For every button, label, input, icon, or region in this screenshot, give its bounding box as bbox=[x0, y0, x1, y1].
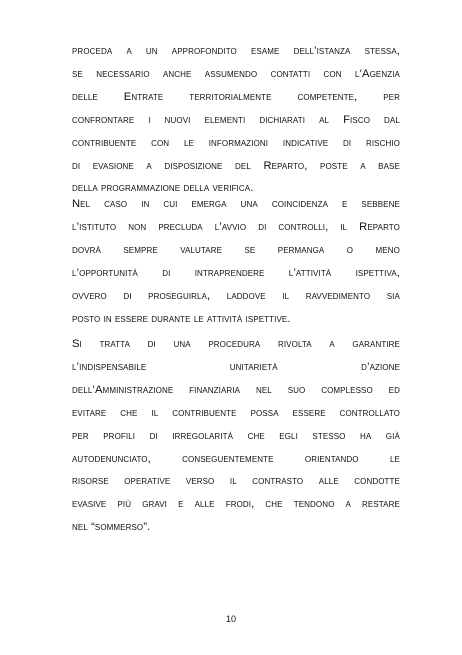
paragraph-line: contribuente con le informazioni indicative di rischio bbox=[72, 136, 400, 149]
page-number: 10 bbox=[225, 614, 236, 624]
paragraph-line: autodenunciato, conseguentemente orientando le bbox=[72, 452, 400, 465]
paragraph-line: delle Entrate territorialmente competente, per bbox=[72, 90, 400, 103]
paragraph-line: risorse operative verso il contrasto alle condotte bbox=[72, 475, 400, 488]
paragraph-line: nel “sommerso”. bbox=[72, 521, 151, 534]
paragraph-line: Nel caso in cui emerga una coincidenza e sebbene bbox=[72, 198, 400, 210]
paragraph-line: confrontare i nuovi elementi dichiarati al Fisco dal bbox=[72, 113, 400, 126]
paragraph-line: dovrà sempre valutare se permanga o meno bbox=[72, 243, 400, 256]
paragraph-line: evasive più gravi e alle frodi, che tendono a restare bbox=[72, 498, 400, 511]
paragraph-3 bbox=[72, 333, 400, 539]
paragraph-line: Si tratta di una procedura rivolta a garantire bbox=[72, 338, 400, 350]
paragraph-line: per profili di irregolarità che egli stesso ha già bbox=[72, 429, 400, 442]
paragraph-line: se necessario anche assumendo contatti con l’Agenzia bbox=[72, 67, 400, 80]
paragraph-line: proceda a un approfondito esame dell’istanza stessa, bbox=[72, 45, 400, 57]
paragraph-line: di evasione a disposizione del Reparto, poste a base bbox=[72, 159, 400, 172]
paragraph-line: dell’Amministrazione finanziaria nel suo complesso ed bbox=[72, 383, 400, 396]
paragraph-line: ovvero di proseguirla, laddove il ravvedimento sia bbox=[72, 289, 400, 302]
paragraph-1 bbox=[72, 40, 400, 200]
paragraph-line: posto in essere durante le attività ispettive. bbox=[72, 312, 291, 325]
paragraph-line: della programmazione della verifica. bbox=[72, 182, 254, 195]
paragraph-line: l’opportunità di intraprendere l’attività ispettiva, bbox=[72, 266, 400, 279]
paragraph-line: evitare che il contribuente possa essere controllato bbox=[72, 406, 400, 419]
paragraph-2 bbox=[72, 193, 400, 330]
paragraph-line: l’istituto non precluda l’avvio di controlli, il Reparto bbox=[72, 220, 400, 233]
paragraph-line: l’indispensabile unitarietà d’azione bbox=[72, 360, 400, 373]
